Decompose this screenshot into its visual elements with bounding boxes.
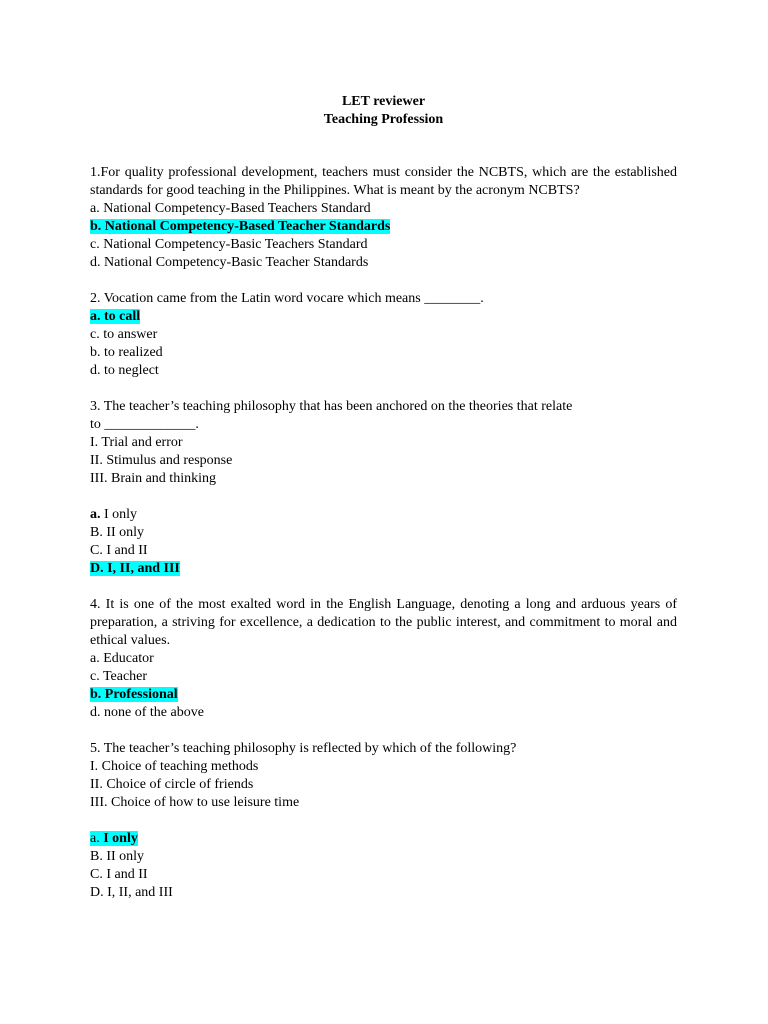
question-3-option-a-letter: a. [90, 507, 101, 522]
question-1-option-a: a. National Competency-Based Teachers Standard [90, 201, 371, 216]
question-4-option-b-answer: b. Professional [90, 687, 178, 702]
question-5-stem: 5. The teacher’s teaching philosophy is reflected by which of the following? [90, 741, 517, 756]
question-3-option-a-text: I only [100, 507, 138, 522]
question-5-statement-1: I. Choice of teaching methods [90, 759, 259, 774]
question-1-stem: 1.For quality professional development, teachers must consider the NCBTS, which are the established standards for good teaching in the Philippines. What is meant by the acronym NCBTS? [90, 165, 677, 198]
document-subtitle: Teaching Profession [323, 112, 444, 127]
question-4-option-c: c. Teacher [90, 669, 148, 684]
question-4-option-d: d. none of the above [90, 705, 204, 720]
question-2 [90, 290, 677, 380]
question-3-option-c: C. I and II [90, 543, 148, 558]
question-4-option-a: a. Educator [90, 651, 154, 666]
question-2-option-c: c. to answer [90, 327, 158, 342]
document-page [90, 93, 677, 920]
question-5-option-a-text: I only [99, 831, 138, 846]
question-1-option-d: d. National Competency-Basic Teacher Standards [90, 255, 369, 270]
document-header [90, 93, 677, 129]
question-5-option-d: D. I, II, and III [90, 885, 173, 900]
question-5-statement-3: III. Choice of how to use leisure time [90, 795, 300, 810]
question-3-statement-3: III. Brain and thinking [90, 471, 216, 486]
question-2-stem: 2. Vocation came from the Latin word vocare which means ________. [90, 291, 484, 306]
question-5-option-c: C. I and II [90, 867, 148, 882]
question-2-option-d: d. to neglect [90, 363, 159, 378]
question-3-stem-line-1: 3. The teacher’s teaching philosophy that has been anchored on the theories that relate [90, 399, 573, 414]
question-5 [90, 740, 677, 902]
question-5-option-a-letter: a. [90, 831, 100, 846]
question-3-option-d-answer: D. I, II, and III [90, 561, 180, 576]
question-3-option-a [90, 506, 677, 524]
question-3-statement-1: I. Trial and error [90, 435, 183, 450]
question-4 [90, 596, 677, 722]
question-3-stem-line-2: to _____________. [90, 417, 199, 432]
question-5-option-b: B. II only [90, 849, 145, 864]
document-title: LET reviewer [341, 94, 426, 109]
question-2-option-b: b. to realized [90, 345, 163, 360]
question-3-option-b: B. II only [90, 525, 145, 540]
question-1-option-b-answer: b. National Competency-Based Teacher Standards [90, 219, 391, 234]
question-5-option-a-answer [90, 830, 677, 848]
question-3 [90, 398, 677, 578]
question-4-stem: 4. It is one of the most exalted word in the English Language, denoting a long and arduous years of preparation, a striving for excellence, a dedication to the public interest, and commitment to moral and ethical values. [90, 597, 677, 648]
question-3-statement-2: II. Stimulus and response [90, 453, 233, 468]
question-1 [90, 164, 677, 272]
question-5-statement-2: II. Choice of circle of friends [90, 777, 254, 792]
question-2-option-a-answer: a. to call [90, 309, 141, 324]
question-1-option-c: c. National Competency-Basic Teachers Standard [90, 237, 368, 252]
